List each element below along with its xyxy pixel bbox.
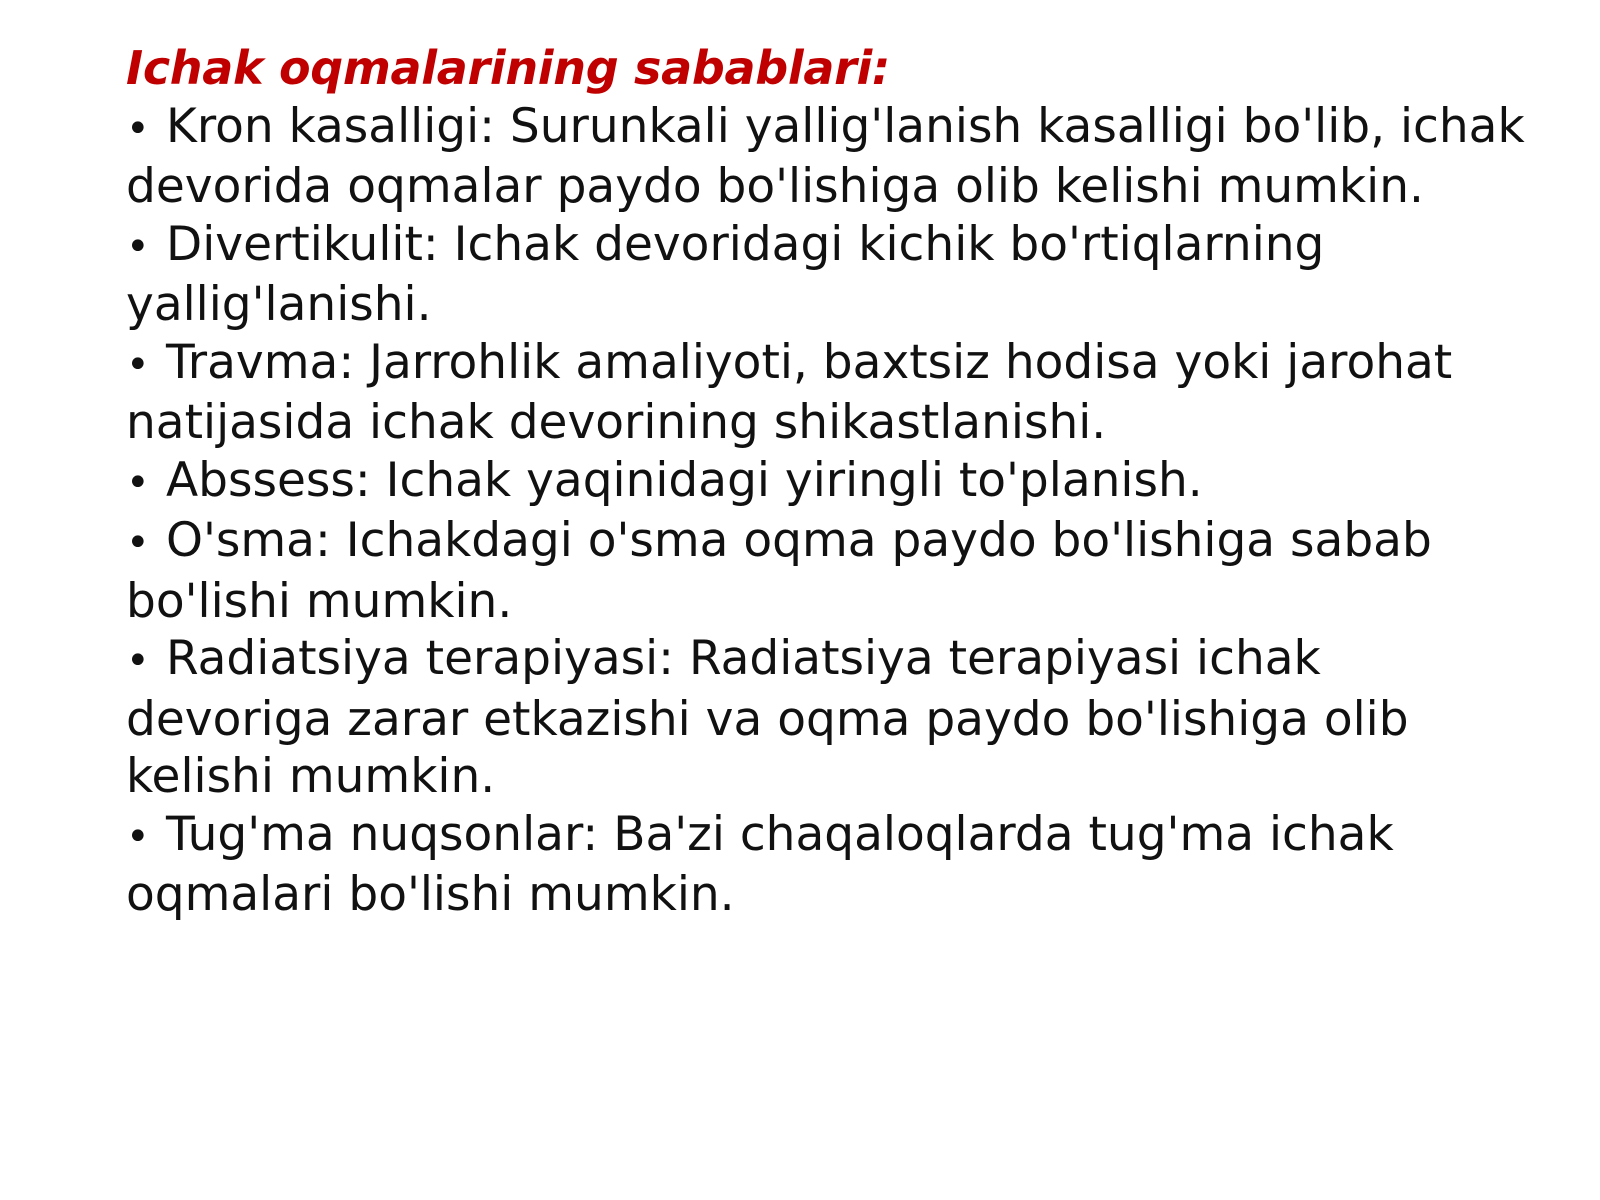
list-item <box>126 216 1526 334</box>
list-item-text: Divertikulit: Ichak devoridagi kichik bo'rtiqlarning yallig'lanishi. <box>126 216 1325 332</box>
bullet-icon: • <box>126 105 150 152</box>
list-item-text: Travma: Jarrohlik amaliyoti, baxtsiz hodisa yoki jarohat natijasida ichak devorining shikastlanishi. <box>126 334 1453 450</box>
list-item-text: Kron kasalligi: Surunkali yallig'lanish kasalligi bo'lib, ichak devorida oqmalar paydo bo'lishiga olib kelishi mumkin. <box>126 98 1525 214</box>
bullet-icon: • <box>126 520 150 566</box>
list-item <box>126 98 1526 216</box>
bullet-icon: • <box>126 638 150 684</box>
list-item-text: Abssess: Ichak yaqinidagi yiringli to'planish. <box>166 452 1203 508</box>
list-item-text: O'sma: Ichakdagi o'sma oqma paydo bo'lishiga sabab bo'lishi mumkin. <box>126 513 1432 629</box>
list-item <box>126 334 1526 452</box>
causes-list <box>126 98 1526 924</box>
bullet-icon: • <box>126 813 150 860</box>
bullet-icon: • <box>126 341 150 388</box>
list-item <box>126 806 1526 924</box>
list-item-text: Tug'ma nuqsonlar: Ba'zi chaqaloqlarda tug'ma ichak oqmalari bo'lishi mumkin. <box>126 806 1394 922</box>
bullet-icon: • <box>126 223 150 270</box>
list-item <box>126 512 1526 630</box>
list-item <box>126 452 1526 513</box>
slide-heading: Ichak oqmalarining sabablari: <box>126 41 891 95</box>
list-item <box>126 630 1526 806</box>
slide-content <box>126 40 1526 924</box>
bullet-icon: • <box>126 459 150 506</box>
list-item-text: Radiatsiya terapiyasi: Radiatsiya terapiyasi ichak devoriga zarar etkazishi va oqma paydo bo'lishiga olib kelishi mumkin. <box>126 631 1409 804</box>
